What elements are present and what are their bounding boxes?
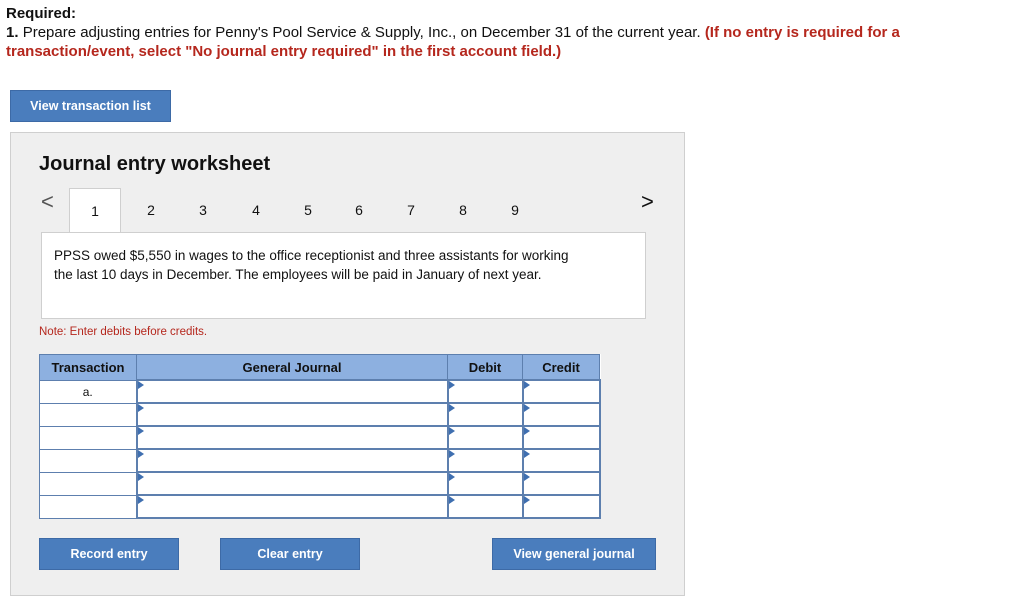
- debit-field[interactable]: [448, 449, 523, 472]
- tab-7[interactable]: 7: [407, 202, 415, 218]
- dropdown-marker-icon: [524, 404, 530, 412]
- dropdown-marker-icon: [449, 473, 455, 481]
- account-field[interactable]: [137, 426, 448, 449]
- required-number: 1.: [6, 24, 19, 41]
- transaction-description: [41, 232, 646, 319]
- dropdown-marker-icon: [138, 473, 144, 481]
- clear-entry-button[interactable]: Clear entry: [220, 538, 360, 570]
- header-debit: Debit: [448, 355, 523, 381]
- account-field[interactable]: [137, 472, 448, 495]
- debit-field[interactable]: [448, 495, 523, 518]
- table-row: [40, 472, 600, 495]
- credit-field[interactable]: [523, 403, 600, 426]
- transaction-cell: [40, 472, 137, 495]
- transaction-cell: [40, 495, 137, 518]
- dropdown-marker-icon: [524, 496, 530, 504]
- header-transaction: Transaction: [40, 355, 137, 381]
- dropdown-marker-icon: [138, 496, 144, 504]
- view-general-journal-button[interactable]: View general journal: [492, 538, 656, 570]
- credit-field[interactable]: [523, 380, 600, 403]
- account-field[interactable]: [137, 403, 448, 426]
- credit-field[interactable]: [523, 472, 600, 495]
- tab-3[interactable]: 3: [199, 202, 207, 218]
- required-instructions: [6, 4, 1006, 61]
- required-heading: Required:: [6, 5, 77, 22]
- account-field[interactable]: [137, 495, 448, 518]
- tab-5[interactable]: 5: [304, 202, 312, 218]
- table-row: [40, 403, 600, 426]
- debit-field[interactable]: [448, 403, 523, 426]
- dropdown-marker-icon: [449, 427, 455, 435]
- credit-field[interactable]: [523, 449, 600, 472]
- dropdown-marker-icon: [524, 427, 530, 435]
- table-row: [40, 426, 600, 449]
- tab-1[interactable]: 1: [69, 188, 121, 232]
- dropdown-marker-icon: [449, 404, 455, 412]
- dropdown-marker-icon: [138, 404, 144, 412]
- account-field[interactable]: [137, 449, 448, 472]
- required-text: [6, 23, 1006, 61]
- dropdown-marker-icon: [524, 450, 530, 458]
- journal-entry-table: [39, 354, 601, 519]
- transaction-cell: [40, 449, 137, 472]
- tab-6[interactable]: 6: [355, 202, 363, 218]
- tab-9[interactable]: 9: [511, 202, 519, 218]
- dropdown-marker-icon: [449, 496, 455, 504]
- transaction-cell: a.: [40, 380, 137, 403]
- view-transaction-list-button[interactable]: View transaction list: [10, 90, 171, 122]
- required-instruction: (If no entry is required for a transaction/event, select "No journal entry required" in the first account field.): [6, 24, 900, 60]
- next-arrow-icon[interactable]: >: [641, 189, 654, 214]
- record-entry-button[interactable]: Record entry: [39, 538, 179, 570]
- dropdown-marker-icon: [138, 427, 144, 435]
- account-field[interactable]: [137, 380, 448, 403]
- dropdown-marker-icon: [524, 473, 530, 481]
- prev-arrow-icon[interactable]: <: [41, 189, 54, 214]
- tab-2[interactable]: 2: [147, 202, 155, 218]
- dropdown-marker-icon: [449, 450, 455, 458]
- debits-note: Note: Enter debits before credits.: [39, 326, 208, 338]
- debit-field[interactable]: [448, 380, 523, 403]
- debit-field[interactable]: [448, 426, 523, 449]
- description-text: PPSS owed $5,550 in wages to the office receptionist and three assistants for working the last 10 days in December. The employees will be paid in January of next year.: [54, 248, 569, 282]
- table-row: [40, 495, 600, 518]
- debit-field[interactable]: [448, 472, 523, 495]
- header-credit: Credit: [523, 355, 600, 381]
- required-body: Prepare adjusting entries for Penny's Pool Service & Supply, Inc., on December 31 of the current year.: [22, 24, 701, 41]
- worksheet-title: Journal entry worksheet: [39, 153, 271, 175]
- tab-4[interactable]: 4: [252, 202, 260, 218]
- credit-field[interactable]: [523, 426, 600, 449]
- tab-8[interactable]: 8: [459, 202, 467, 218]
- credit-field[interactable]: [523, 495, 600, 518]
- dropdown-marker-icon: [138, 450, 144, 458]
- dropdown-marker-icon: [524, 381, 530, 389]
- journal-worksheet-panel: [10, 132, 685, 596]
- transaction-cell: [40, 403, 137, 426]
- dropdown-marker-icon: [449, 381, 455, 389]
- table-row: [40, 380, 600, 403]
- dropdown-marker-icon: [138, 381, 144, 389]
- transaction-cell: [40, 426, 137, 449]
- header-general-journal: General Journal: [137, 355, 448, 381]
- table-row: [40, 449, 600, 472]
- table-header-row: [40, 355, 600, 381]
